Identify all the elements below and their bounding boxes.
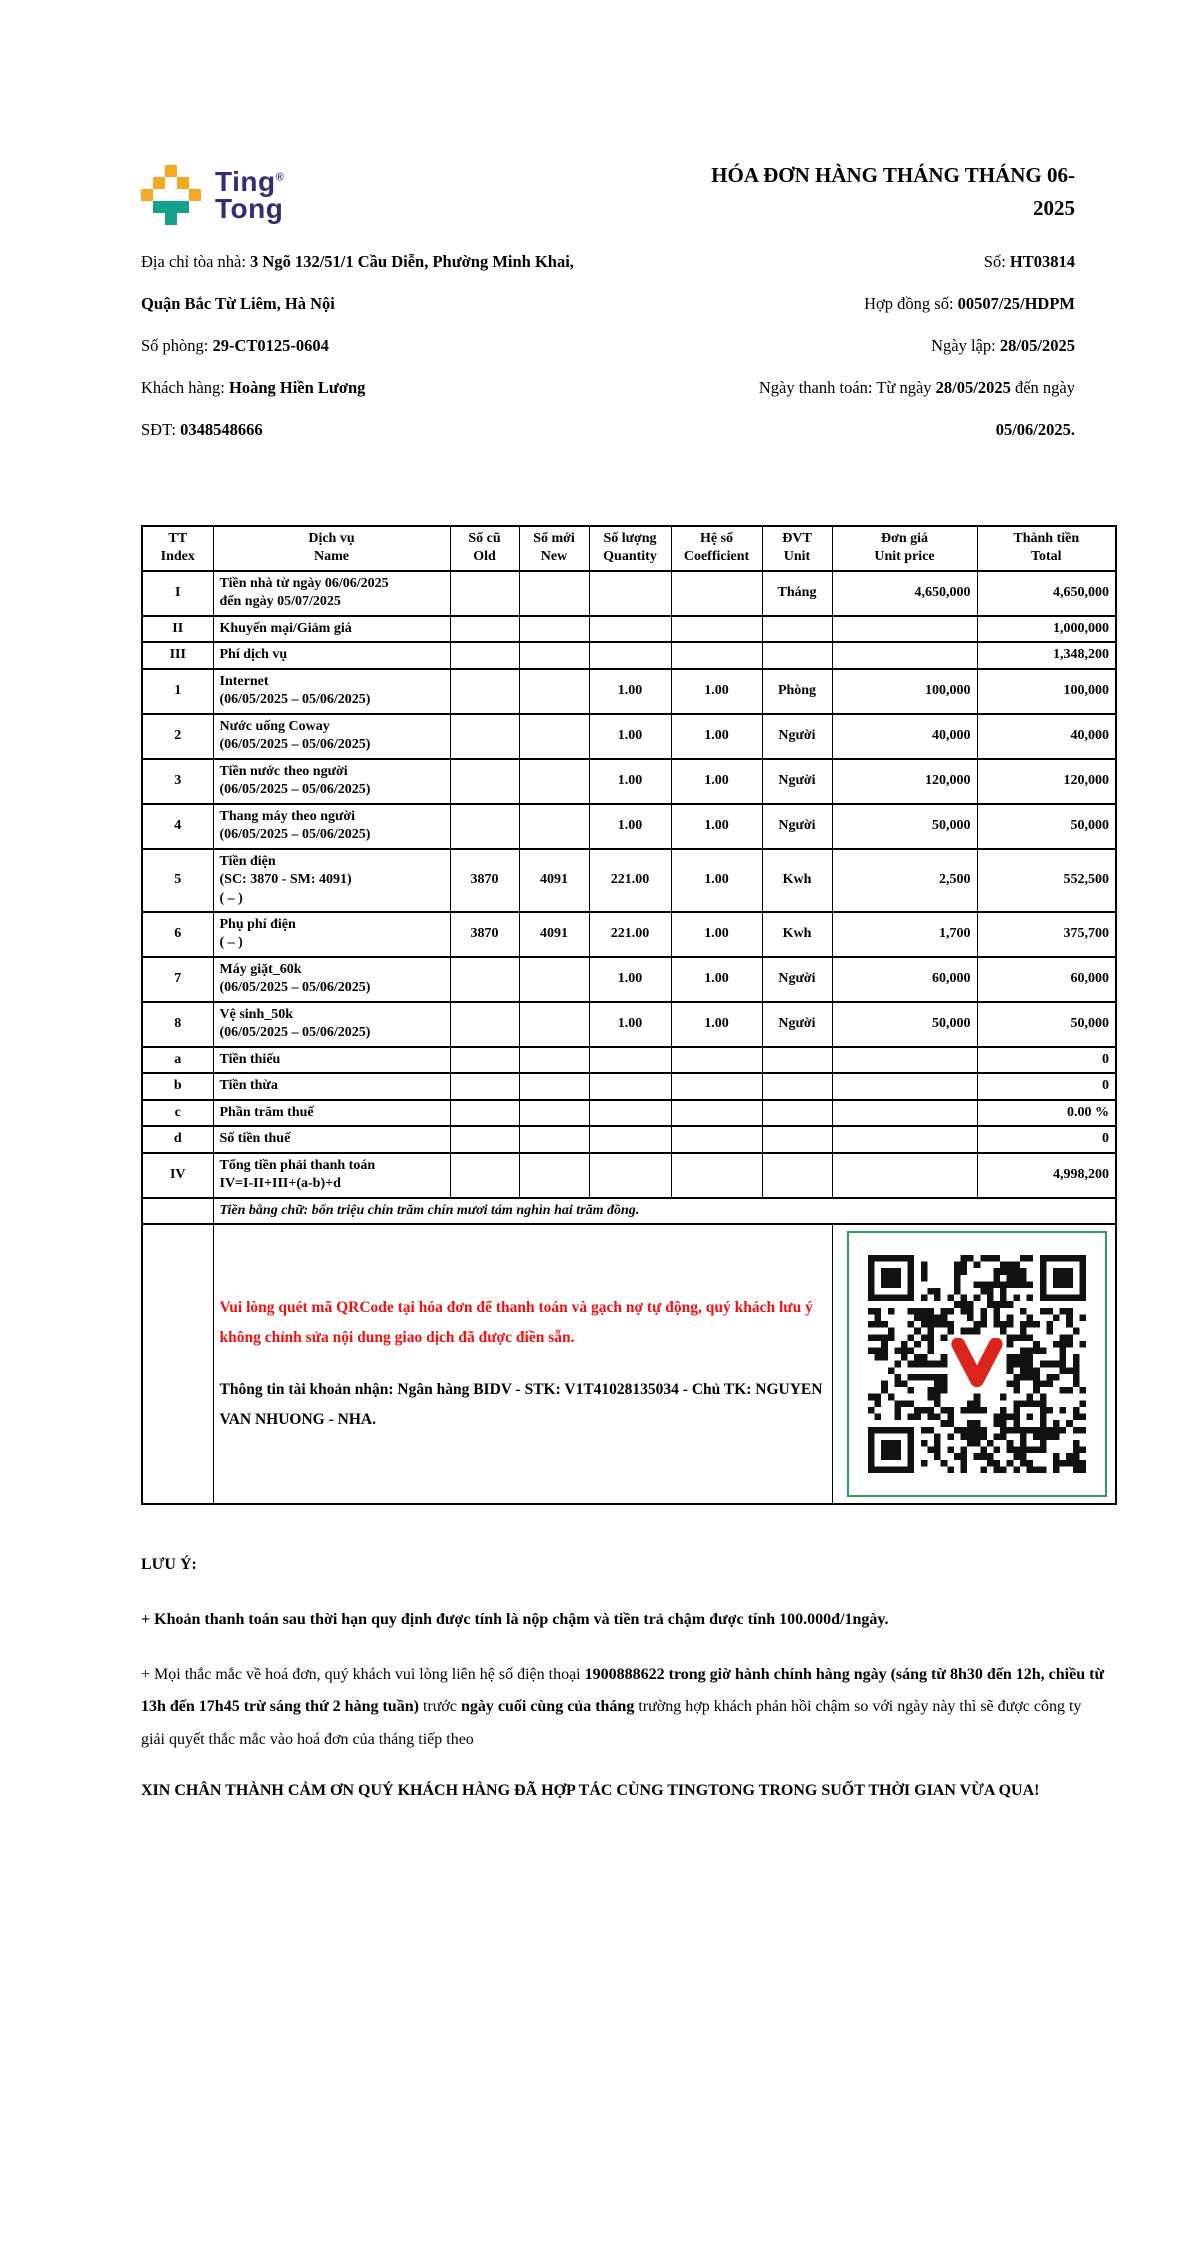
invoice-number: Số: HT03814 — [983, 252, 1075, 271]
logo-word-ting: Ting — [215, 166, 276, 197]
late-payment-note: + Khoản thanh toán sau thời hạn quy định được tính là nộp chậm và tiền trả chậm được tính 100.000đ/1ngày. — [141, 1610, 889, 1628]
tingtong-logo — [141, 155, 284, 225]
registered-mark: ® — [275, 171, 285, 184]
tingtong-logo-icon — [141, 165, 201, 225]
qr-row — [142, 1224, 1116, 1504]
thanks-note: XIN CHÂN THÀNH CẢM ƠN QUÝ KHÁCH HÀNG ĐÃ HỢP TÁC CÙNG TINGTONG TRONG SUỐT THỜI GIAN VỪA QUA! — [141, 1782, 1040, 1800]
col-unit-price: Đơn giá Unit price — [832, 526, 977, 571]
issue-date: Ngày lập: 28/05/2025 — [931, 336, 1075, 355]
table-row: c Phần trăm thuế 0.00 % — [142, 1100, 1116, 1126]
col-new: Số mới New — [519, 526, 589, 571]
payment-period-line1: Ngày thanh toán: Từ ngày 28/05/2025 đến ngày — [758, 378, 1075, 397]
table-row: 5 Tiền điện (SC: 3870 - SM: 4091) ( – ) 3870 4091 221.00 1.00 Kwh 2,500 552,500 — [142, 849, 1116, 912]
table-row: 7 Máy giặt_60k (06/05/2025 – 05/06/2025) 1.00 1.00 Người 60,000 60,000 — [142, 957, 1116, 1002]
col-quantity: Số lượng Quantity — [589, 526, 671, 571]
table-row: 1 Internet (06/05/2025 – 05/06/2025) 1.00 1.00 Phòng 100,000 100,000 — [142, 669, 1116, 714]
logo-word-tong: Tong — [215, 192, 284, 224]
room-number: Số phòng: 29-CT0125-0604 — [141, 336, 329, 355]
table-row: I Tiền nhà từ ngày 06/06/2025 đến ngày 05/07/2025 Tháng 4,650,000 4,650,000 — [142, 571, 1116, 616]
table-row: 2 Nước uống Coway (06/05/2025 – 05/06/2025) 1.00 1.00 Người 40,000 40,000 — [142, 714, 1116, 759]
account-info: Thông tin tài khoản nhận: Ngân hàng BIDV - STK: V1T41028135034 - Chủ TK: NGUYEN VAN NHUONG - NHA. — [219, 1381, 823, 1429]
header — [0, 0, 1200, 225]
table-header-row — [142, 526, 1116, 571]
invoice-table-body — [142, 571, 1116, 1198]
col-unit: ĐVT Unit — [762, 526, 832, 571]
col-index: TT Index — [142, 526, 213, 571]
table-row: IV Tổng tiền phải thanh toán IV=I-II+III+(a-b)+d 4,998,200 — [142, 1153, 1116, 1198]
qr-code — [847, 1231, 1107, 1497]
col-total: Thành tiền Total — [977, 526, 1116, 571]
qr-instruction: Vui lòng quét mã QRCode tại hóa đơn để thanh toán và gạch nợ tự động, quý khách lưu ý không chỉnh sửa nội dung giao dịch đã được điền sẵn. — [219, 1298, 813, 1346]
invoice-info — [0, 225, 1200, 451]
amount-in-words: Tiền bằng chữ: bốn triệu chín trăm chín mươi tám nghìn hai trăm đồng. — [213, 1198, 1116, 1224]
invoice-title: HÓA ĐƠN HÀNG THÁNG THÁNG 06- 2025 — [711, 163, 1075, 220]
col-coefficient: Hệ số Coefficient — [671, 526, 762, 571]
col-service: Dịch vụ Name — [213, 526, 450, 571]
table-row: 3 Tiền nước theo người (06/05/2025 – 05/06/2025) 1.00 1.00 Người 120,000 120,000 — [142, 759, 1116, 804]
table-row: III Phí dịch vụ 1,348,200 — [142, 642, 1116, 668]
table-row: 4 Thang máy theo người (06/05/2025 – 05/06/2025) 1.00 1.00 Người 50,000 50,000 — [142, 804, 1116, 849]
table-row: d Số tiền thuế 0 — [142, 1126, 1116, 1152]
customer-phone: SĐT: 0348548666 — [141, 420, 263, 439]
vietqr-v-icon — [951, 1338, 1003, 1388]
notes-heading: LƯU Ý: — [141, 1556, 197, 1574]
amount-in-words-row — [142, 1198, 1116, 1224]
invoice-table — [141, 525, 1117, 1505]
tingtong-logo-text — [215, 166, 285, 224]
col-old: Số cũ Old — [450, 526, 519, 571]
contract-number: Hợp đồng số: 00507/25/HDPM — [864, 294, 1075, 313]
payment-period-line2: 05/06/2025. — [995, 420, 1075, 439]
table-row: a Tiền thiếu 0 — [142, 1047, 1116, 1073]
hotline-note: + Mọi thắc mắc về hoá đơn, quý khách vui lòng liên hệ số điện thoại 1900888622 trong giờ hành chính hàng ngày (sáng từ 8h30 đến 12h, chiều từ 13h đến 17h45 trừ sáng thứ 2 hàng tuần) trước ngày cuối cùng của tháng trường hợp khách phản hồi chậm so với ngày này thì sẽ được công ty giải quyết thắc mắc vào hoá đơn của tháng tiếp theo — [141, 1665, 1105, 1749]
table-row: 6 Phụ phí điện ( – ) 3870 4091 221.00 1.00 Kwh 1,700 375,700 — [142, 912, 1116, 957]
invoice-meta — [615, 241, 1075, 451]
building-address: Địa chỉ tòa nhà: 3 Ngõ 132/51/1 Cầu Diễn, Phường Minh Khai, Quận Bắc Từ Liêm, Hà Nội — [141, 252, 574, 313]
table-row: II Khuyến mại/Giảm giá 1,000,000 — [142, 616, 1116, 642]
table-row: 8 Vệ sinh_50k (06/05/2025 – 05/06/2025) 1.00 1.00 Người 50,000 50,000 — [142, 1002, 1116, 1047]
customer-name: Khách hàng: Hoàng Hiền Lương — [141, 378, 366, 397]
footer-notes — [0, 1505, 1200, 1808]
table-row: b Tiền thừa 0 — [142, 1073, 1116, 1099]
customer-info — [141, 241, 615, 451]
